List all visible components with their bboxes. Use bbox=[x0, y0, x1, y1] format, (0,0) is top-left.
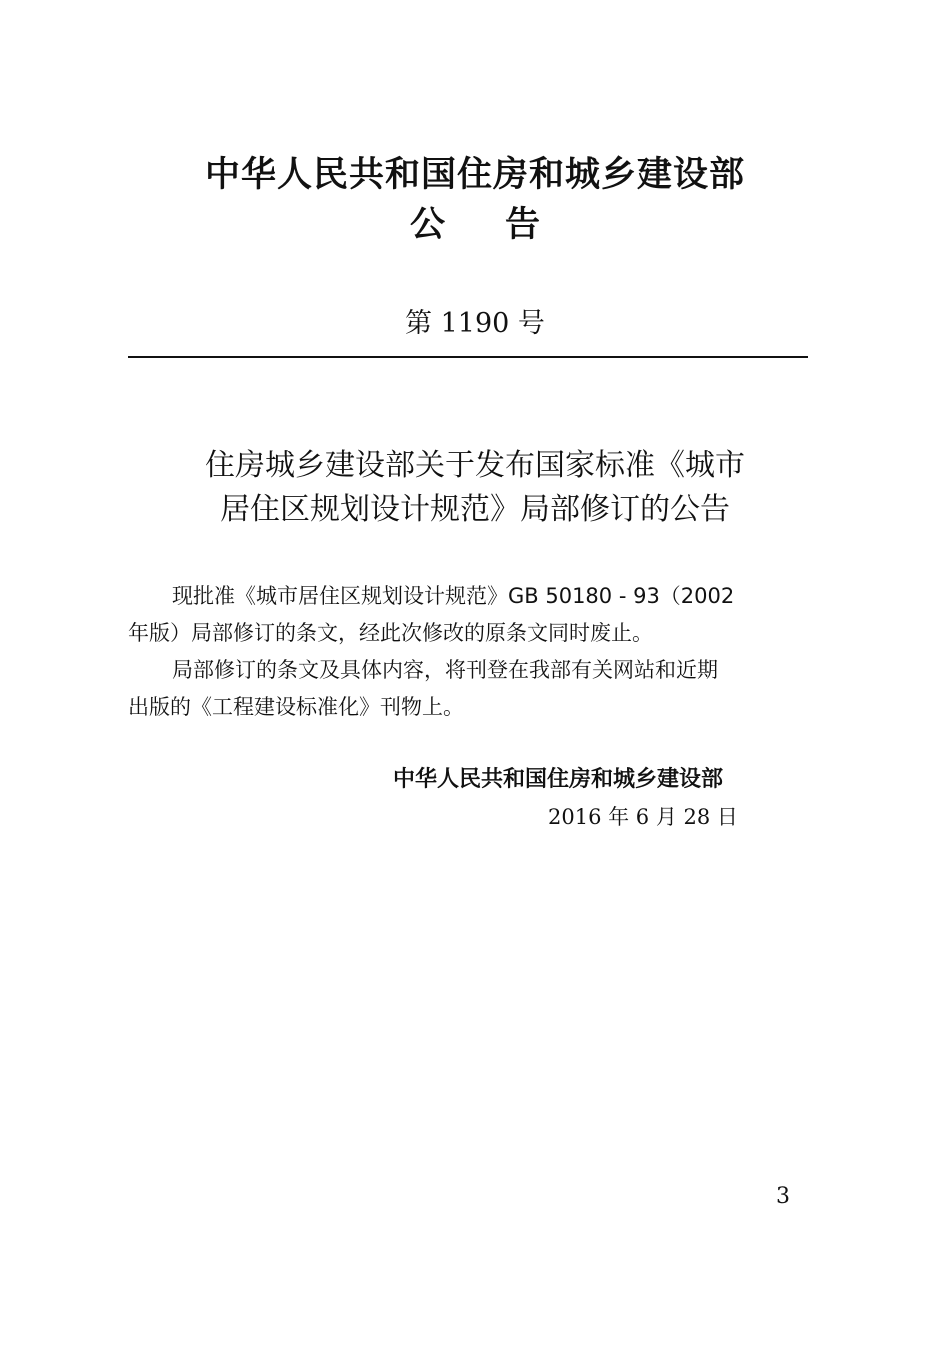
announcement-title-line-2: 居住区规划设计规范》局部修订的公告 bbox=[220, 492, 730, 527]
paragraph-1-line-1: 现批准《城市居住区规划设计规范》GB 50180 - 93（2002 bbox=[172, 584, 735, 608]
document-number: 第 1190 号 bbox=[405, 308, 545, 339]
announcement-title-line-1: 住房城乡建设部关于发布国家标准《城市 bbox=[205, 448, 745, 483]
issuer-title: 中华人民共和国住房和城乡建设部 bbox=[204, 155, 745, 195]
signature-organization: 中华人民共和国住房和城乡建设部 bbox=[393, 767, 724, 792]
paragraph-2-line-2: 出版的《工程建设标准化》刊物上。 bbox=[128, 695, 464, 719]
document-type: 公告 bbox=[409, 205, 600, 245]
paragraph-1-line-2: 年版）局部修订的条文，经此次修改的原条文同时废止。 bbox=[128, 621, 653, 645]
paragraph-2-line-1: 局部修订的条文及具体内容，将刊登在我部有关网站和近期 bbox=[172, 658, 718, 682]
signature-date: 2016 年 6 月 28 日 bbox=[548, 805, 738, 829]
header-divider bbox=[128, 356, 808, 358]
page-number: 3 bbox=[776, 1184, 790, 1209]
